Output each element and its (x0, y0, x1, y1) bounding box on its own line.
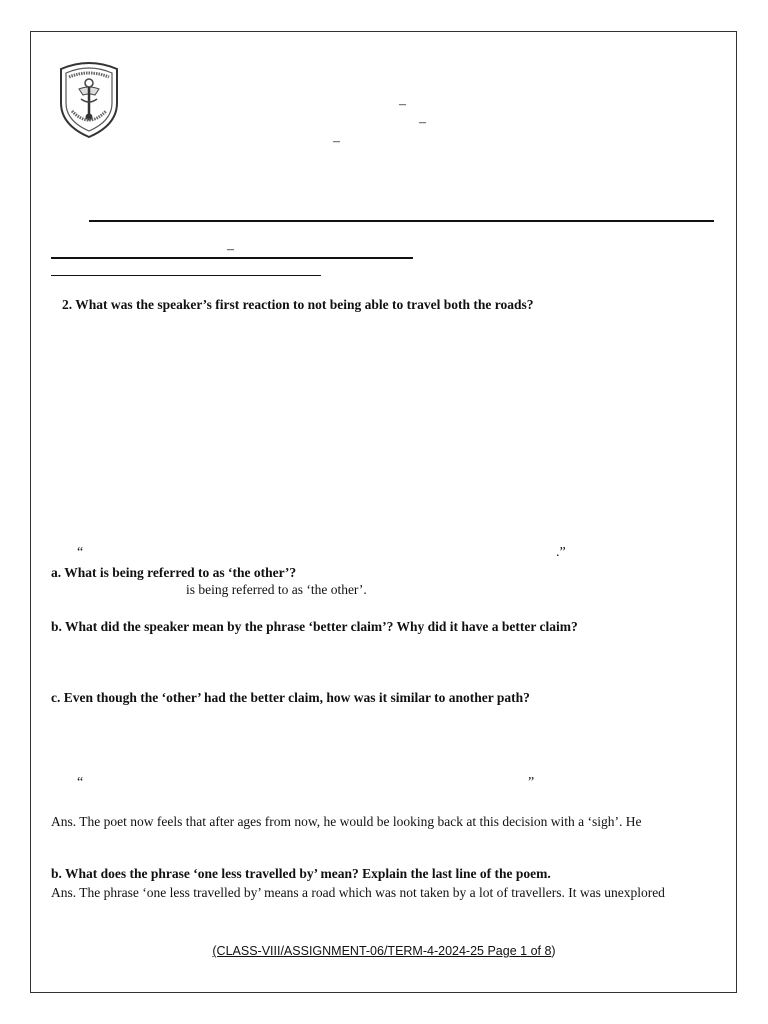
quote-close: .” (556, 545, 566, 560)
header-dash: – (399, 97, 406, 112)
school-crest-logo (55, 59, 123, 139)
footer-label: (CLASS-VIII/ASSIGNMENT-06/TERM-4-2024-25 Page (212, 944, 521, 958)
footer-of: of (527, 944, 545, 958)
quote-open: “ (77, 775, 84, 790)
question-2: 2. What was the speaker’s first reaction to not being able to travel both the roads? (62, 297, 534, 312)
answer-a: is being referred to as ‘the other’. (186, 582, 367, 597)
underline-rule (51, 257, 413, 259)
quote-open: “ (77, 545, 84, 560)
quote-close: ” (528, 775, 535, 790)
footer-close: ) (551, 944, 556, 958)
header-dash: – (333, 134, 340, 149)
question-b-last-line: b. What does the phrase ‘one less travelled by’ mean? Explain the last line of the poem. (51, 866, 551, 881)
footer-page-total: 8 (544, 944, 552, 958)
header-dash: – (419, 115, 426, 130)
question-c: c. Even though the ‘other’ had the better claim, how was it similar to another path? (51, 690, 530, 705)
page-footer (0, 944, 768, 958)
page-border (30, 31, 737, 993)
question-a: a. What is being referred to as ‘the other’? (51, 565, 297, 580)
underline-rule (51, 275, 321, 276)
question-b: b. What did the speaker mean by the phrase ‘better claim’? Why did it have a better claim? (51, 619, 578, 634)
answer-sigh: Ans. The poet now feels that after ages from now, he would be looking back at this decision with a ‘sigh’. He (51, 814, 642, 829)
answer-b-last-line: Ans. The phrase ‘one less travelled by’ means a road which was not taken by a lot of travellers. It was unexplored (51, 885, 665, 900)
footer-page-number: 1 (520, 944, 528, 958)
header-rule (89, 220, 714, 222)
header-dash: – (227, 242, 234, 257)
